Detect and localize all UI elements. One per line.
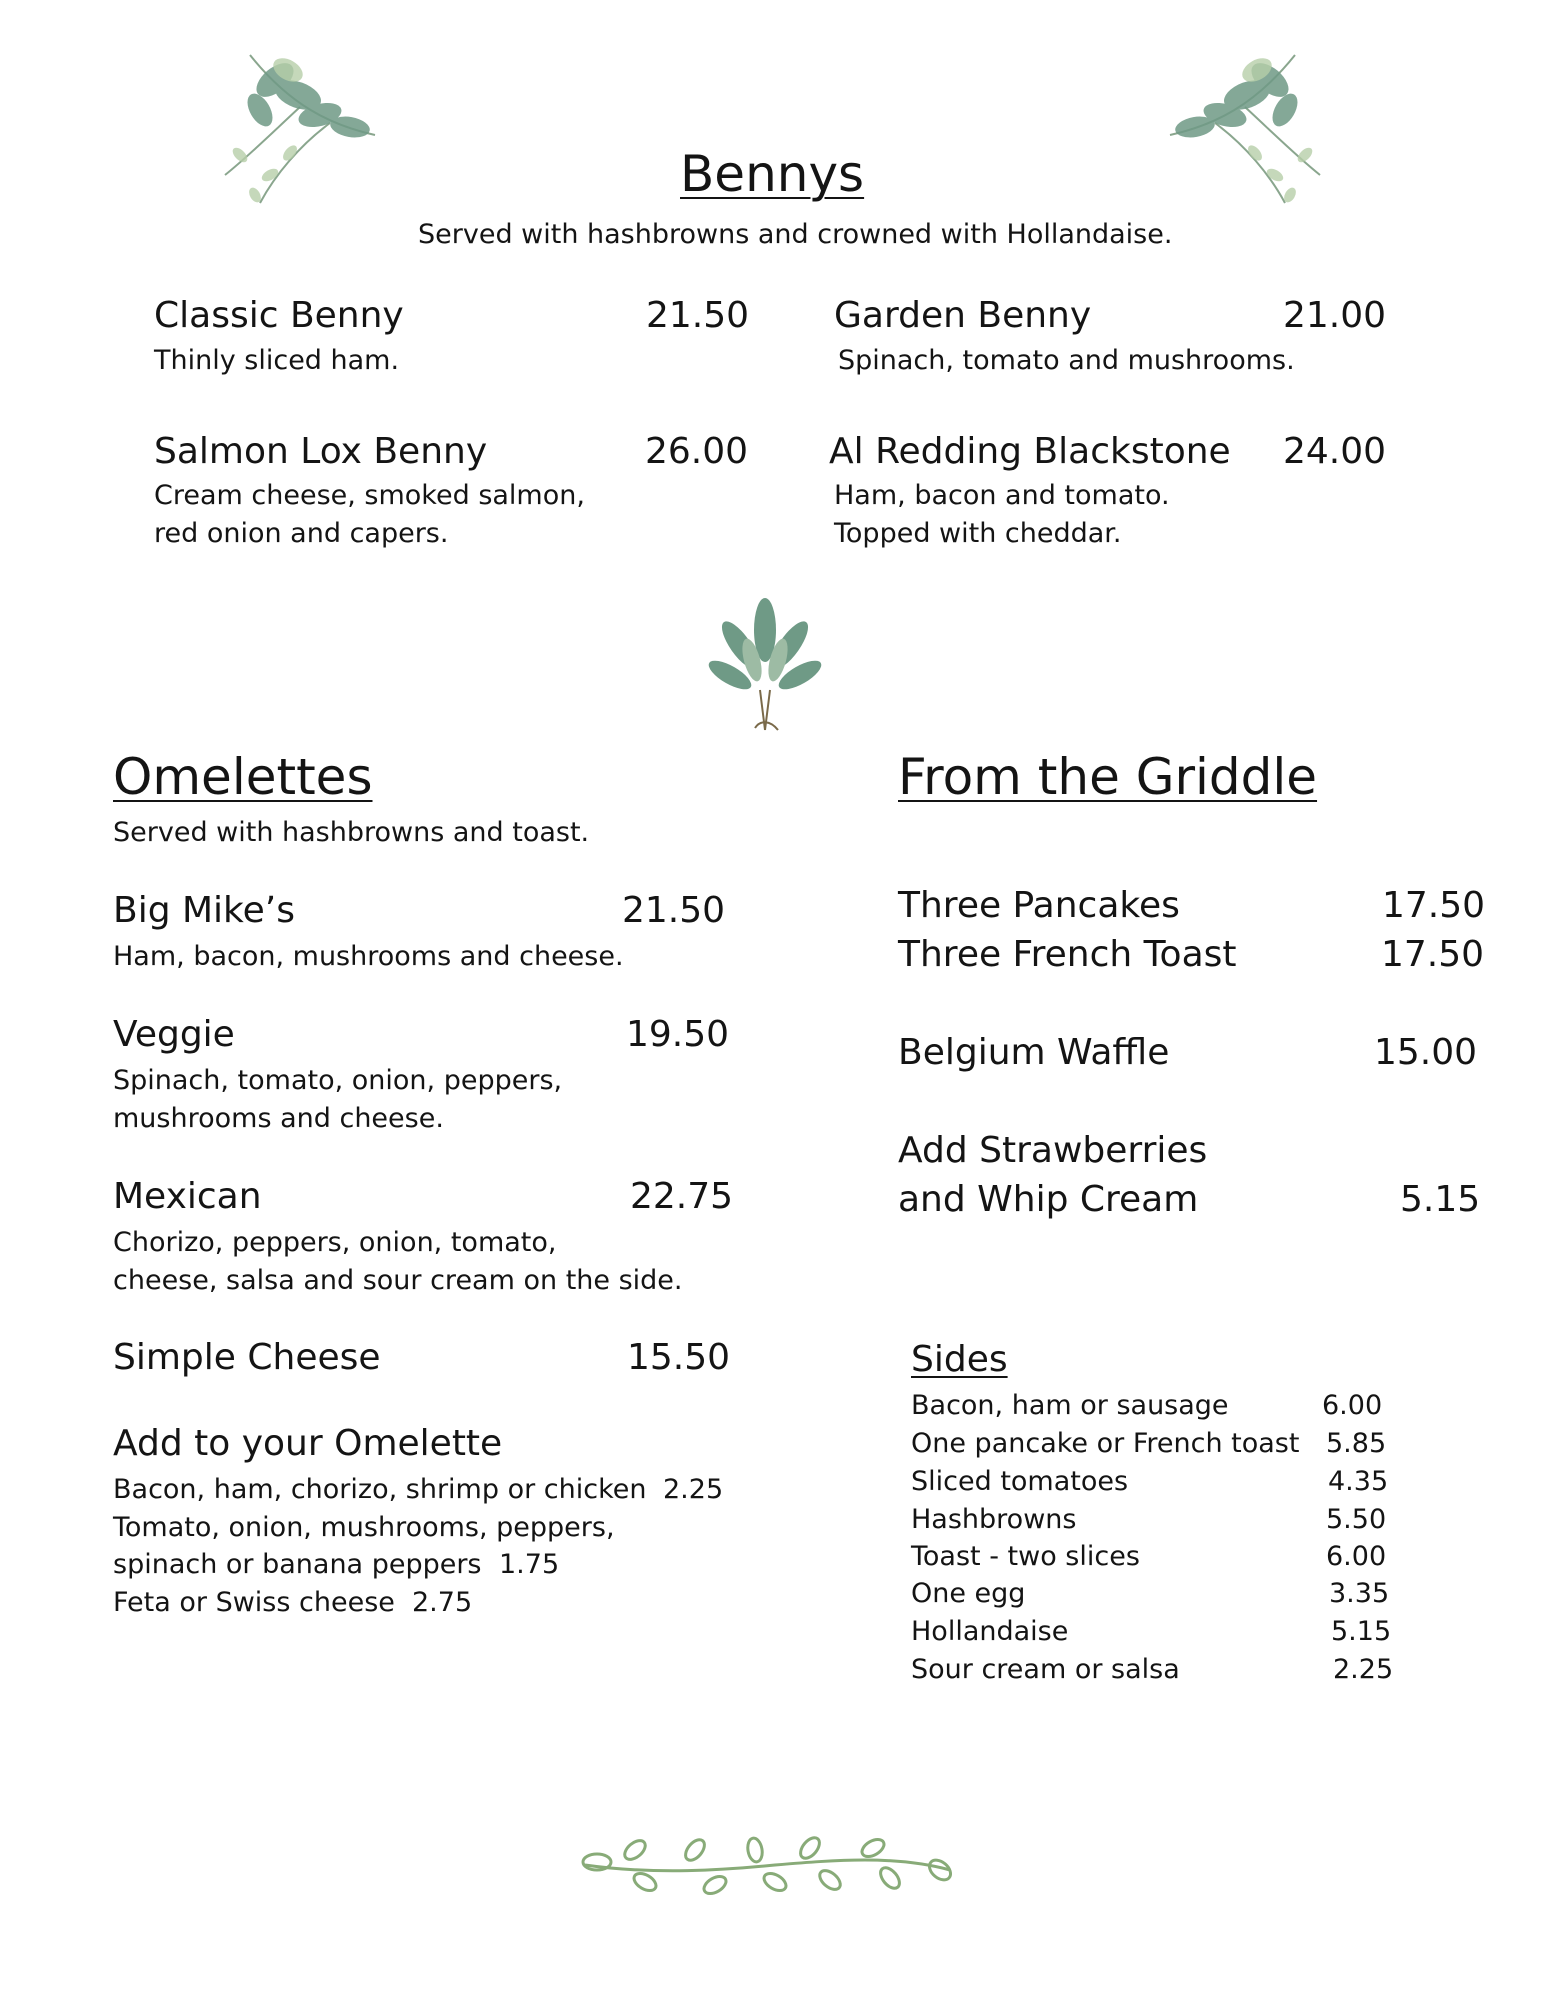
menu-item-price: 22.75 [630, 1176, 734, 1217]
side-item-price: 5.15 [1331, 1616, 1392, 1647]
menu-item-name: Mexican [113, 1176, 262, 1217]
menu-item-name: Al Redding Blackstone [829, 431, 1231, 472]
addon-line: spinach or banana peppers [113, 1549, 482, 1580]
addon-line: Bacon, ham, chorizo, shrimp or chicken [113, 1474, 647, 1505]
menu-item-name: Three French Toast [898, 934, 1237, 975]
menu-item-description: Spinach, tomato and mushrooms. [838, 345, 1295, 376]
menu-item-name: Belgium Waffle [898, 1032, 1170, 1073]
eucalyptus-sprig-icon [1155, 35, 1365, 210]
addon-price: 2.25 [663, 1474, 724, 1505]
menu-item-description: Ham, bacon and tomato. [834, 480, 1170, 511]
menu-item-price: 21.00 [1283, 295, 1387, 336]
addon-line: Feta or Swiss cheese [113, 1587, 395, 1618]
menu-item-price: 15.50 [627, 1337, 731, 1378]
sides-title: Sides [911, 1339, 1008, 1380]
menu-item-description: Topped with cheddar. [834, 518, 1122, 549]
side-item-name: One egg [911, 1578, 1026, 1609]
side-item-name: Hashbrowns [911, 1504, 1077, 1535]
side-item-name: Sour cream or salsa [911, 1654, 1180, 1685]
eucalyptus-sprig-icon [180, 35, 390, 210]
menu-item-name: Simple Cheese [113, 1337, 381, 1378]
menu-item-description: Chorizo, peppers, onion, tomato, [113, 1227, 557, 1258]
menu-item-price: 17.50 [1381, 934, 1485, 975]
menu-item-price: 19.50 [626, 1014, 730, 1055]
menu-item-description: Spinach, tomato, onion, peppers, [113, 1065, 563, 1096]
menu-item-description: Cream cheese, smoked salmon, [154, 480, 585, 511]
vine-divider-icon [575, 1830, 960, 1900]
omelettes-subtitle: Served with hashbrowns and toast. [113, 817, 590, 848]
menu-item-price: 5.15 [1400, 1179, 1481, 1220]
menu-item-description: mushrooms and cheese. [113, 1103, 444, 1134]
menu-item-name: Classic Benny [154, 295, 404, 336]
side-item-price: 4.35 [1328, 1466, 1389, 1497]
addons-title: Add to your Omelette [113, 1423, 503, 1464]
menu-item-price: 21.50 [646, 295, 750, 336]
menu-item-name: Add Strawberries [898, 1130, 1208, 1171]
menu-item-description: Thinly sliced ham. [154, 345, 400, 376]
side-item-price: 3.35 [1329, 1578, 1390, 1609]
side-item-price: 6.00 [1322, 1390, 1383, 1421]
griddle-title: From the Griddle [898, 748, 1318, 806]
menu-item-description: Ham, bacon, mushrooms and cheese. [113, 941, 624, 972]
bennys-subtitle: Served with hashbrowns and crowned with Hollandaise. [418, 219, 1173, 250]
addon-line: Tomato, onion, mushrooms, peppers, [113, 1512, 615, 1543]
menu-item-description: red onion and capers. [154, 518, 449, 549]
side-item-name: Bacon, ham or sausage [911, 1390, 1229, 1421]
sage-bouquet-icon [700, 590, 830, 740]
menu-item-name: Veggie [113, 1014, 235, 1055]
menu-item-price: 17.50 [1382, 885, 1486, 926]
menu-item-name: Big Mike’s [113, 890, 295, 931]
addon-price: 2.75 [412, 1587, 473, 1618]
side-item-price: 5.50 [1326, 1504, 1387, 1535]
side-item-name: Sliced tomatoes [911, 1466, 1129, 1497]
menu-item-name: Three Pancakes [898, 885, 1180, 926]
omelettes-title: Omelettes [113, 748, 373, 806]
menu-item-price: 24.00 [1283, 431, 1387, 472]
addon-price: 1.75 [499, 1549, 560, 1580]
side-item-price: 5.85 [1326, 1428, 1387, 1459]
bennys-title: Bennys [680, 145, 865, 203]
menu-item-name: and Whip Cream [898, 1179, 1199, 1220]
menu-item-price: 15.00 [1374, 1032, 1478, 1073]
menu-item-name: Garden Benny [834, 295, 1092, 336]
side-item-price: 6.00 [1326, 1541, 1387, 1572]
side-item-price: 2.25 [1333, 1654, 1394, 1685]
menu-item-name: Salmon Lox Benny [154, 431, 488, 472]
menu-item-description: cheese, salsa and sour cream on the side. [113, 1265, 683, 1296]
menu-item-price: 21.50 [622, 890, 726, 931]
menu-item-price: 26.00 [645, 431, 749, 472]
side-item-name: One pancake or French toast [911, 1428, 1300, 1459]
side-item-name: Hollandaise [911, 1616, 1069, 1647]
side-item-name: Toast - two slices [911, 1541, 1140, 1572]
